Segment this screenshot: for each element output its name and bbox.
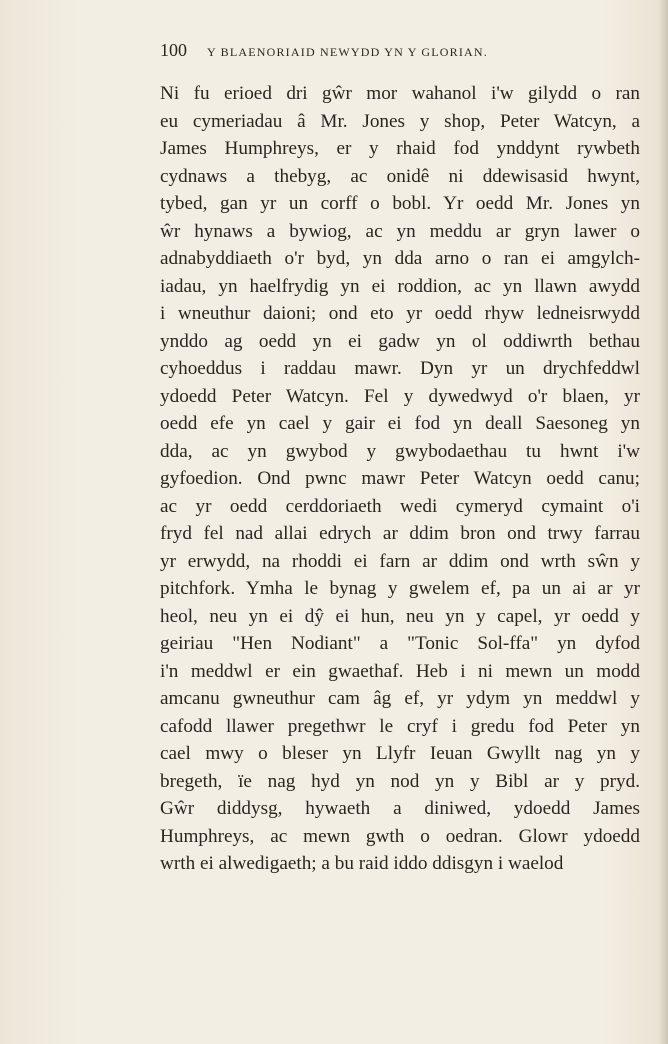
text-line: cafodd llawer pregethwr le cryf i gredu fod Peter yn [160, 715, 640, 737]
text-line: cydnaws a thebyg, ac onidê ni ddewisasid hwynt, [160, 165, 640, 187]
text-line: oedd efe yn cael y gair ei fod yn deall Saesoneg yn [160, 413, 640, 434]
text-line: Humphreys, ac mewn gwth o oedran. Glowr ydoedd [160, 825, 640, 847]
text-line: James Humphreys, er y rhaid fod ynddynt rywbeth [160, 138, 640, 159]
text-line: fryd fel nad allai edrych ar ddim bron ond trwy farrau [160, 523, 640, 544]
text-line: amcanu gwneuthur cam âg ef, yr ydym yn meddwl y [160, 688, 640, 709]
text-line: yr erwydd, na rhoddi ei farn ar ddim ond wrth sŵn y [160, 550, 640, 572]
text-line: ynddo ag oedd yn ei gadw yn ol oddiwrth bethau [160, 330, 640, 352]
text-line: ŵr hynaws a bywiog, ac yn meddu ar gryn lawer o [160, 220, 640, 242]
text-line: adnabyddiaeth o'r byd, yn dda arno o ran ei amgylch- [160, 248, 640, 269]
text-line: ac yr oedd cerddoriaeth wedi cymeryd cymaint o'i [160, 495, 640, 517]
text-line: ydoedd Peter Watcyn. Fel y dywedwyd o'r blaen, yr [160, 385, 640, 407]
text-line: bregeth, ïe nag hyd yn nod yn y Bibl ar y pryd. [160, 770, 640, 792]
text-line: tybed, gan yr un corff o bobl. Yr oedd Mr. Jones yn [160, 193, 640, 214]
text-line: wrth ei alwedigaeth; a bu raid iddo ddisgyn i waelod [160, 853, 564, 874]
text-line: i'n meddwl er ein gwaethaf. Heb i ni mewn un modd [160, 660, 640, 682]
text-line: Gŵr diddysg, hywaeth a diniwed, ydoedd James [160, 798, 640, 819]
page-edge-shadow [658, 0, 668, 1044]
text-line: eu cymeriadau â Mr. Jones y shop, Peter Watcyn, a [160, 110, 640, 132]
text-line: dda, ac yn gwybod y gwybodaethau tu hwnt i'w [160, 440, 640, 462]
text-line: cael mwy o bleser yn Llyfr Ieuan Gwyllt nag yn y [160, 743, 640, 764]
text-line: cyhoeddus i raddau mawr. Dyn yr un drychfeddwl [160, 358, 640, 379]
text-line: iadau, yn haelfrydig yn ei roddion, ac yn llawn awydd [160, 275, 640, 297]
text-line: pitchfork. Ymha le bynag y gwelem ef, pa un ai ar yr [160, 578, 640, 599]
body-text [160, 80, 640, 878]
page-number: 100 [160, 40, 187, 60]
text-line: gyfoedion. Ond pwnc mawr Peter Watcyn oedd canu; [160, 468, 640, 489]
text-line: heol, neu yn ei dŷ ei hun, neu yn y capel, yr oedd y [160, 605, 640, 627]
text-line: Ni fu erioed dri gŵr mor wahanol i'w gilydd o ran [160, 83, 640, 104]
text-line: i wneuthur daioni; ond eto yr oedd rhyw ledneisrwydd [160, 303, 640, 324]
running-header [160, 40, 590, 61]
running-title: Y BLAENORIAID NEWYDD YN Y GLORIAN. [207, 45, 488, 59]
text-line: geiriau "Hen Nodiant" a "Tonic Sol-ffa" yn dyfod [160, 633, 640, 654]
